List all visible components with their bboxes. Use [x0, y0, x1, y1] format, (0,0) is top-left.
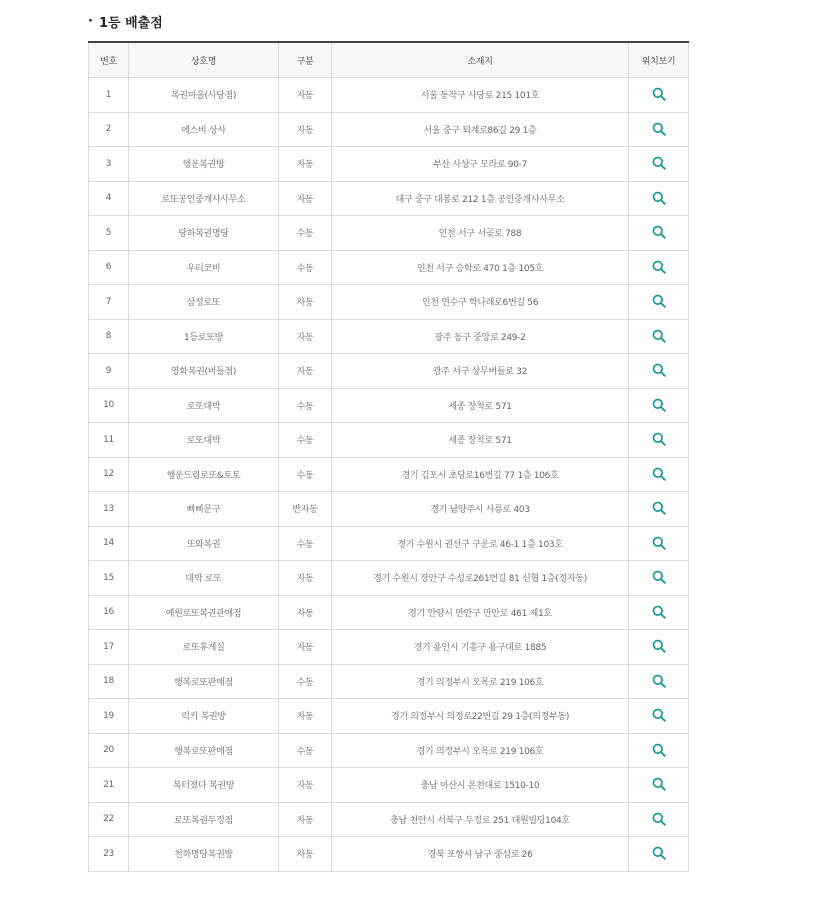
cell-store-name: 삐삐문구 — [129, 492, 279, 527]
cell-no: 16 — [89, 595, 129, 630]
search-icon — [652, 846, 666, 860]
cell-address: 인천 연수구 학나래로6번길 56 — [332, 285, 629, 320]
table-row — [89, 595, 689, 630]
cell-no: 9 — [89, 354, 129, 389]
view-location-button[interactable] — [650, 292, 668, 310]
search-icon — [652, 87, 666, 101]
cell-store-name: 로또복권두정점 — [129, 802, 279, 837]
search-icon — [652, 570, 666, 584]
cell-no: 10 — [89, 388, 129, 423]
cell-type: 자동 — [279, 561, 332, 596]
cell-location — [629, 388, 689, 423]
cell-type: 수동 — [279, 216, 332, 251]
cell-address: 대구 중구 대봉로 212 1층 공인중개사사무소 — [332, 181, 629, 216]
cell-type: 수동 — [279, 250, 332, 285]
view-location-button[interactable] — [650, 672, 668, 690]
table-row — [89, 285, 689, 320]
view-location-button[interactable] — [650, 361, 668, 379]
table-row — [89, 457, 689, 492]
cell-location — [629, 595, 689, 630]
cell-type: 수동 — [279, 733, 332, 768]
search-icon — [652, 743, 666, 757]
cell-location — [629, 630, 689, 665]
section-title-text: 1등 배출점 — [98, 15, 163, 31]
view-location-button[interactable] — [650, 154, 668, 172]
table-row — [89, 526, 689, 561]
cell-address: 세종 장척로 571 — [332, 423, 629, 458]
search-icon — [652, 225, 666, 239]
cell-location — [629, 181, 689, 216]
search-icon — [652, 812, 666, 826]
cell-store-name: 당하복권명당 — [129, 216, 279, 251]
cell-type: 수동 — [279, 423, 332, 458]
cell-no: 14 — [89, 526, 129, 561]
table-row — [89, 802, 689, 837]
table-header-row — [89, 42, 689, 78]
view-location-button[interactable] — [650, 189, 668, 207]
search-icon — [652, 674, 666, 688]
cell-address: 충남 천안시 서북구 두정로 251 대원빌딩104호 — [332, 802, 629, 837]
cell-store-name: 로또대박 — [129, 423, 279, 458]
view-location-button[interactable] — [650, 741, 668, 759]
cell-location — [629, 699, 689, 734]
cell-location — [629, 457, 689, 492]
view-location-button[interactable] — [650, 465, 668, 483]
cell-no: 7 — [89, 285, 129, 320]
search-icon — [652, 329, 666, 343]
cell-address: 인천 서구 서곶로 788 — [332, 216, 629, 251]
cell-location — [629, 561, 689, 596]
cell-type: 자동 — [279, 354, 332, 389]
cell-store-name: 대박 로또 — [129, 561, 279, 596]
view-location-button[interactable] — [650, 706, 668, 724]
cell-type: 자동 — [279, 181, 332, 216]
table-row — [89, 630, 689, 665]
cell-location — [629, 216, 689, 251]
cell-no: 2 — [89, 112, 129, 147]
view-location-button[interactable] — [650, 603, 668, 621]
search-icon — [652, 605, 666, 619]
header-address: 소재지 — [332, 42, 629, 78]
search-icon — [652, 777, 666, 791]
cell-store-name: 천하명당복권방 — [129, 837, 279, 872]
cell-store-name: 행운드림로또&토토 — [129, 457, 279, 492]
table-row — [89, 250, 689, 285]
cell-no: 21 — [89, 768, 129, 803]
cell-location — [629, 112, 689, 147]
search-icon — [652, 467, 666, 481]
cell-type: 자동 — [279, 768, 332, 803]
view-location-button[interactable] — [650, 568, 668, 586]
table-row — [89, 699, 689, 734]
cell-no: 23 — [89, 837, 129, 872]
cell-store-name: 삼성로또 — [129, 285, 279, 320]
cell-no: 19 — [89, 699, 129, 734]
cell-type: 자동 — [279, 802, 332, 837]
search-icon — [652, 260, 666, 274]
cell-type: 자동 — [279, 837, 332, 872]
cell-type: 수동 — [279, 388, 332, 423]
cell-store-name: 예원로또복권판매점 — [129, 595, 279, 630]
section-bullet: · — [88, 13, 93, 29]
cell-address: 서울 중구 퇴계로86길 29 1층 — [332, 112, 629, 147]
cell-address: 충남 아산시 온천대로 1510-10 — [332, 768, 629, 803]
cell-no: 4 — [89, 181, 129, 216]
cell-store-name: 로또대박 — [129, 388, 279, 423]
cell-type: 자동 — [279, 78, 332, 113]
cell-type: 수동 — [279, 457, 332, 492]
cell-address: 경기 남양주시 사릉로 403 — [332, 492, 629, 527]
cell-address: 광주 서구 상무버들로 32 — [332, 354, 629, 389]
view-location-button[interactable] — [650, 430, 668, 448]
cell-type: 수동 — [279, 526, 332, 561]
cell-store-name: 행복로또판매점 — [129, 664, 279, 699]
cell-no: 6 — [89, 250, 129, 285]
search-icon — [652, 432, 666, 446]
cell-address: 세종 장척로 571 — [332, 388, 629, 423]
cell-address: 서울 동작구 사당로 215 101호 — [332, 78, 629, 113]
search-icon — [652, 639, 666, 653]
header-type: 구분 — [279, 42, 332, 78]
cell-store-name: 복권마을(사당점) — [129, 78, 279, 113]
view-location-button[interactable] — [650, 120, 668, 138]
cell-no: 17 — [89, 630, 129, 665]
cell-store-name: 또와복권 — [129, 526, 279, 561]
cell-location — [629, 492, 689, 527]
view-location-button[interactable] — [650, 775, 668, 793]
cell-location — [629, 285, 689, 320]
cell-location — [629, 526, 689, 561]
table-body — [89, 78, 689, 872]
cell-no: 11 — [89, 423, 129, 458]
view-location-button[interactable] — [650, 223, 668, 241]
search-icon — [652, 708, 666, 722]
cell-store-name: 에스비 상사 — [129, 112, 279, 147]
section-title — [88, 10, 163, 32]
cell-address: 경기 수원시 권선구 구운로 46-1 1층 103호 — [332, 526, 629, 561]
cell-no: 1 — [89, 78, 129, 113]
table-row — [89, 181, 689, 216]
search-icon — [652, 398, 666, 412]
table-row — [89, 78, 689, 113]
header-location: 위치보기 — [629, 42, 689, 78]
cell-type: 자동 — [279, 147, 332, 182]
view-location-button[interactable] — [650, 258, 668, 276]
cell-type: 자동 — [279, 595, 332, 630]
table-row — [89, 561, 689, 596]
cell-store-name: 행운복권방 — [129, 147, 279, 182]
search-icon — [652, 294, 666, 308]
table-row — [89, 733, 689, 768]
view-location-button[interactable] — [650, 534, 668, 552]
table-row — [89, 837, 689, 872]
table-row — [89, 664, 689, 699]
cell-type: 자동 — [279, 630, 332, 665]
table-row — [89, 112, 689, 147]
search-icon — [652, 363, 666, 377]
cell-no: 3 — [89, 147, 129, 182]
table-row — [89, 147, 689, 182]
search-icon — [652, 122, 666, 136]
cell-location — [629, 664, 689, 699]
cell-store-name: 복터졌다 복권방 — [129, 768, 279, 803]
view-location-button[interactable] — [650, 396, 668, 414]
cell-address: 경기 의정부시 오목로 219 106호 — [332, 733, 629, 768]
cell-location — [629, 423, 689, 458]
cell-location — [629, 802, 689, 837]
cell-store-name: 우티코비 — [129, 250, 279, 285]
header-name: 상호명 — [129, 42, 279, 78]
cell-no: 18 — [89, 664, 129, 699]
table-row — [89, 768, 689, 803]
cell-type: 자동 — [279, 112, 332, 147]
cell-store-name: 럭키 복권방 — [129, 699, 279, 734]
cell-type: 자동 — [279, 319, 332, 354]
cell-address: 경기 의정부시 의정로22번길 29 1층(의정부동) — [332, 699, 629, 734]
table-row — [89, 354, 689, 389]
cell-no: 8 — [89, 319, 129, 354]
cell-no: 22 — [89, 802, 129, 837]
cell-address: 인천 서구 승학로 470 1층 105호 — [332, 250, 629, 285]
winning-stores-table — [88, 41, 689, 872]
cell-location — [629, 768, 689, 803]
cell-location — [629, 147, 689, 182]
cell-store-name: 행복로또판매점 — [129, 733, 279, 768]
view-location-button[interactable] — [650, 327, 668, 345]
table-row — [89, 492, 689, 527]
search-icon — [652, 536, 666, 550]
table-row — [89, 388, 689, 423]
cell-address: 경기 수원시 장안구 수성로261번길 81 신협 1층(정자동) — [332, 561, 629, 596]
cell-location — [629, 319, 689, 354]
cell-address: 경기 의정부시 오목로 219 106호 — [332, 664, 629, 699]
cell-no: 12 — [89, 457, 129, 492]
cell-address: 광주 동구 중앙로 249-2 — [332, 319, 629, 354]
cell-no: 20 — [89, 733, 129, 768]
cell-address: 경기 안양시 만안구 만안로 461 제1호 — [332, 595, 629, 630]
cell-location — [629, 354, 689, 389]
view-location-button[interactable] — [650, 499, 668, 517]
table-row — [89, 216, 689, 251]
cell-type: 자동 — [279, 699, 332, 734]
cell-location — [629, 78, 689, 113]
search-icon — [652, 156, 666, 170]
cell-store-name: 1등로또방 — [129, 319, 279, 354]
search-icon — [652, 191, 666, 205]
cell-store-name: 로또휴게실 — [129, 630, 279, 665]
cell-address: 경기 용인시 기흥구 용구대로 1885 — [332, 630, 629, 665]
cell-location — [629, 733, 689, 768]
view-location-button[interactable] — [650, 637, 668, 655]
cell-address: 경북 포항시 남구 중섭로 26 — [332, 837, 629, 872]
cell-store-name: 로또공인중개사사무소 — [129, 181, 279, 216]
cell-no: 5 — [89, 216, 129, 251]
cell-location — [629, 250, 689, 285]
view-location-button[interactable] — [650, 810, 668, 828]
table-row — [89, 319, 689, 354]
cell-address: 부산 사상구 모라로 90-7 — [332, 147, 629, 182]
cell-no: 15 — [89, 561, 129, 596]
cell-no: 13 — [89, 492, 129, 527]
header-no: 번호 — [89, 42, 129, 78]
cell-location — [629, 837, 689, 872]
cell-type: 수동 — [279, 664, 332, 699]
view-location-button[interactable] — [650, 85, 668, 103]
view-location-button[interactable] — [650, 844, 668, 862]
search-icon — [652, 501, 666, 515]
cell-store-name: 영화복권(버들점) — [129, 354, 279, 389]
table-row — [89, 423, 689, 458]
cell-type: 자동 — [279, 285, 332, 320]
cell-address: 경기 김포시 초당로16번길 77 1층 106호 — [332, 457, 629, 492]
cell-type: 반자동 — [279, 492, 332, 527]
